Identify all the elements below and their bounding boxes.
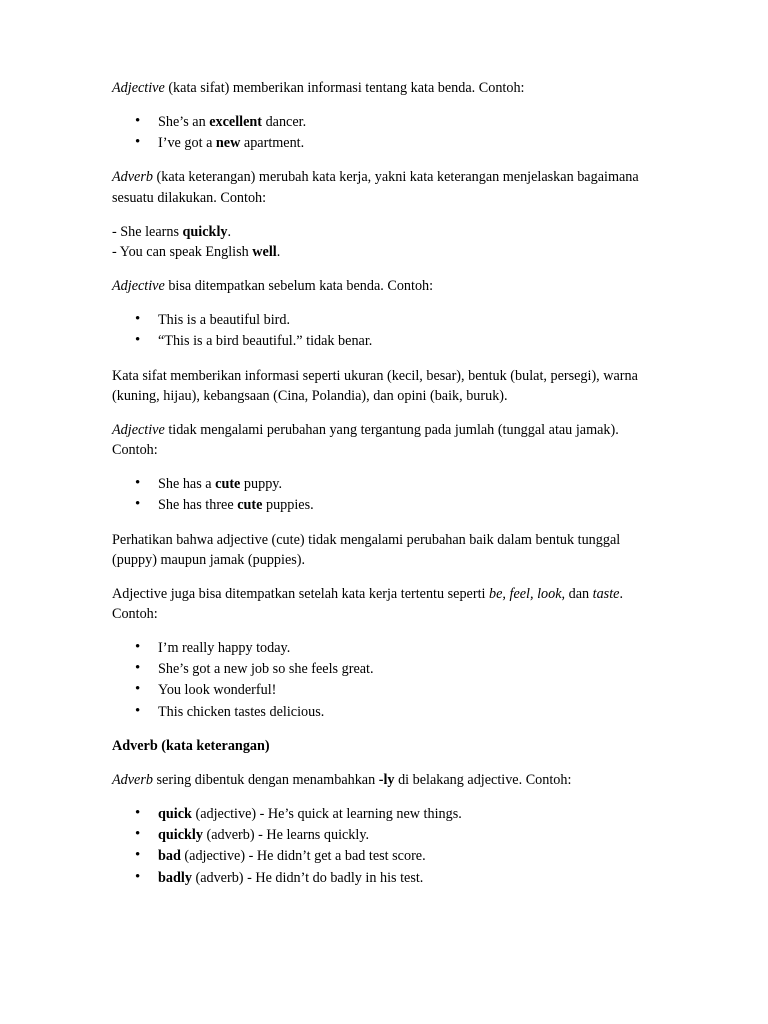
text-run: Kata sifat memberikan informasi seperti ukuran (kecil, besar), bentuk (bulat, persegi), warna (kuning, hijau), kebangsaan (Cina, Polandia), dan opini (baik, buruk).: [112, 367, 638, 404]
text-run: tidak mengalami perubahan yang tergantung pada jumlah (tunggal atau jamak). Contoh:: [112, 421, 619, 459]
text-run: taste: [592, 585, 620, 602]
text-run: She has three: [158, 497, 238, 514]
list-item: [158, 474, 656, 494]
text-run: .: [227, 223, 232, 240]
paragraph: [112, 420, 656, 460]
text-run: be, feel, look,: [489, 585, 566, 602]
section-heading: [112, 736, 656, 756]
bullet-list: [112, 310, 656, 351]
paragraph: [112, 530, 656, 570]
list-item: [158, 659, 656, 679]
text-run: Adjective: [112, 80, 165, 96]
document-body: [112, 78, 656, 888]
list-item: [158, 680, 656, 700]
text-run: excellent: [209, 114, 263, 131]
list-item: [158, 846, 656, 866]
text-run: She’s got a new job so she feels great.: [158, 661, 374, 678]
paragraph: [112, 770, 656, 790]
text-run: puppies.: [262, 497, 314, 514]
bullet-list: [112, 804, 656, 888]
paragraph: [112, 276, 656, 296]
bullet-list: [112, 638, 656, 722]
bullet-list: [112, 474, 656, 515]
text-run: Adjective juga bisa ditempatkan setelah kata kerja tertentu seperti: [112, 585, 490, 602]
list-item: [158, 825, 656, 845]
text-run: bad: [158, 848, 181, 865]
list-item: [158, 495, 656, 515]
paragraph: [112, 78, 656, 98]
text-run: puppy.: [240, 476, 282, 493]
text-run: This is a beautiful bird.: [158, 312, 290, 329]
text-run: (adverb) - He learns quickly.: [202, 827, 370, 844]
text-run: “This is a bird beautiful.” tidak benar.: [158, 333, 373, 350]
text-run: This chicken tastes delicious.: [158, 703, 325, 720]
text-run: apartment.: [240, 135, 305, 152]
list-item: [158, 868, 656, 888]
dash-line: [112, 222, 656, 242]
list-item: [158, 112, 656, 132]
text-run: Adverb: [112, 169, 153, 186]
text-run: (adjective) - He didn’t get a bad test score.: [180, 848, 426, 865]
text-run: cute: [237, 497, 263, 514]
text-run: .: [276, 243, 281, 260]
text-run: - She learns: [112, 223, 183, 240]
text-run: dan: [565, 585, 593, 602]
text-run: well: [252, 243, 277, 260]
paragraph: [112, 167, 656, 207]
text-run: Adverb (kata keterangan): [112, 737, 270, 754]
text-run: badly: [158, 869, 192, 886]
list-item: [158, 638, 656, 658]
text-run: - You can speak English: [112, 243, 253, 260]
text-run: I’ve got a: [158, 135, 216, 152]
text-run: (adjective) - He’s quick at learning new things.: [191, 806, 462, 823]
text-run: sering dibentuk dengan menambahkan: [152, 771, 379, 788]
paragraph: [112, 366, 656, 406]
text-run: I’m really happy today.: [158, 640, 291, 657]
text-run: Adverb: [112, 771, 153, 788]
text-run: cute: [215, 476, 241, 493]
text-run: (kata keterangan) merubah kata kerja, yakni kata keterangan menjelaskan bagaimana sesuatu dilakukan. Contoh:: [112, 169, 639, 206]
text-run: -ly: [378, 771, 395, 788]
text-run: She has a: [158, 476, 216, 493]
text-run: (adverb) - He didn’t do badly in his test.: [191, 869, 424, 886]
text-run: bisa ditempatkan sebelum kata benda. Contoh:: [164, 278, 434, 295]
text-run: quickly: [182, 223, 228, 240]
text-run: Adjective: [112, 278, 165, 295]
list-item: [158, 133, 656, 153]
list-item: [158, 702, 656, 722]
bullet-list: [112, 112, 656, 153]
dash-line: [112, 242, 656, 262]
text-run: She’s an: [158, 114, 210, 131]
paragraph: [112, 584, 656, 624]
text-run: Perhatikan bahwa adjective (cute) tidak mengalami perubahan baik dalam bentuk tunggal (puppy) maupun jamak (puppies).: [112, 531, 621, 568]
text-run: . Contoh:: [112, 585, 623, 622]
text-run: di belakang adjective. Contoh:: [394, 771, 572, 788]
text-run: quick: [158, 806, 192, 823]
list-item: [158, 804, 656, 824]
text-run: You look wonderful!: [158, 682, 277, 699]
text-run: quickly: [158, 827, 203, 844]
text-run: new: [215, 135, 241, 152]
text-run: dancer.: [262, 114, 307, 131]
text-run: Adjective: [112, 421, 165, 438]
list-item: [158, 331, 656, 351]
text-run: (kata sifat) memberikan informasi tentang kata benda. Contoh:: [164, 80, 525, 96]
list-item: [158, 310, 656, 330]
